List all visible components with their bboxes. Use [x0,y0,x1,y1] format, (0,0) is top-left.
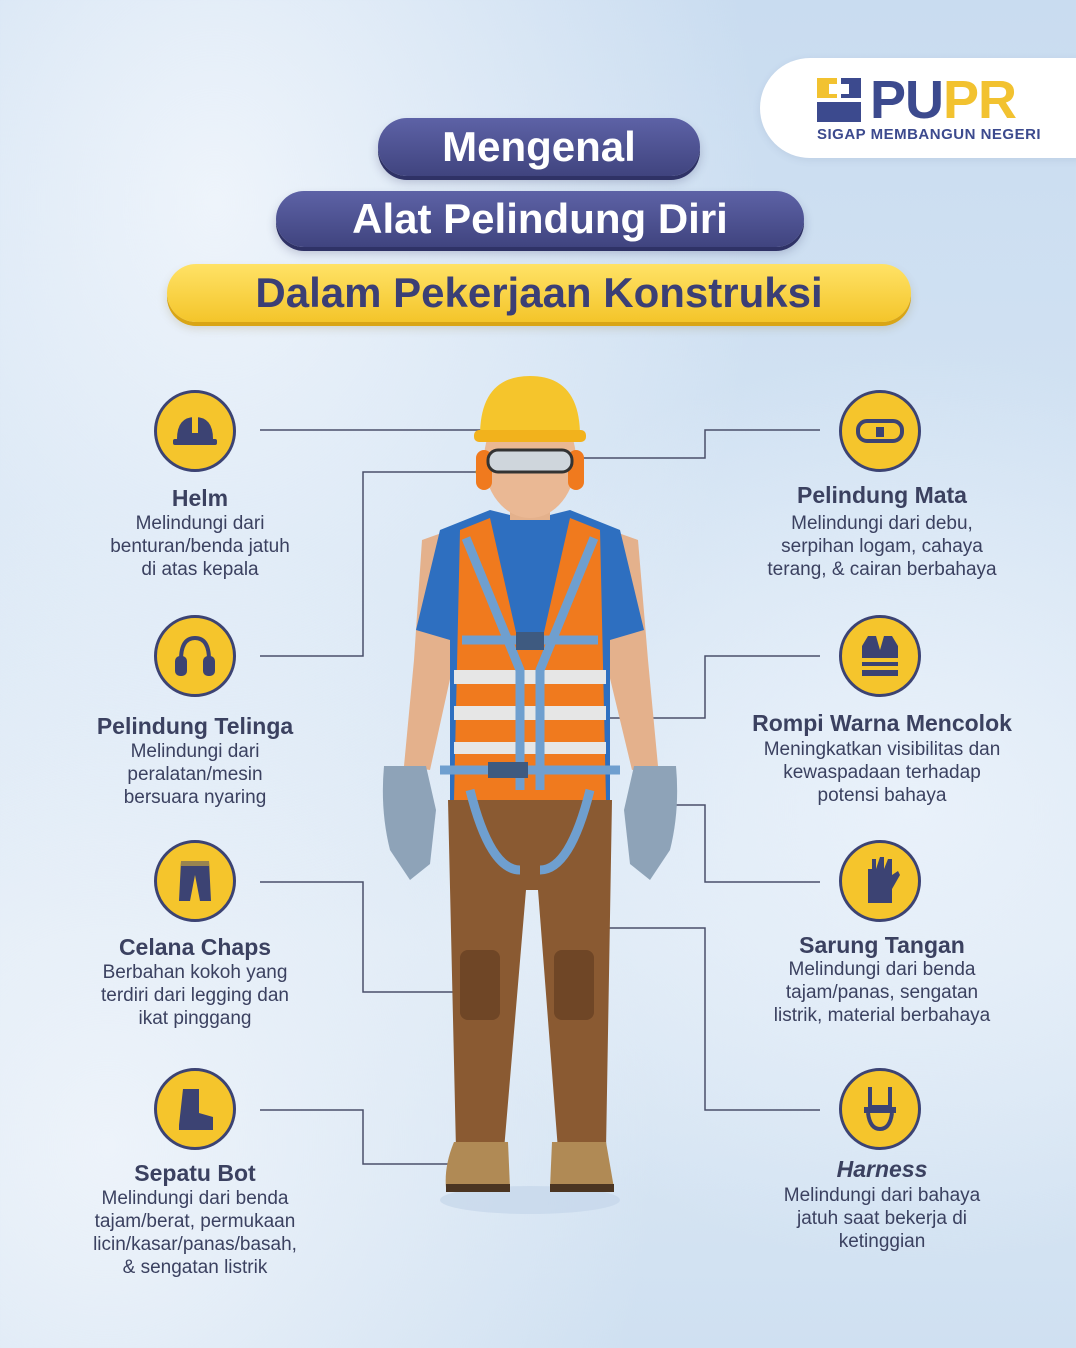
sarung-tangan-title: Sarung Tangan [799,932,965,958]
celana-chaps-title: Celana Chaps [118,934,272,960]
brand-name: PUPR [870,70,1017,130]
helm-desc: Melindungi dari benturan/benda jatuh di atas kepala [110,513,290,580]
title-line-2: Alat Pelindung Diri [276,191,804,247]
harness-title: Harness [836,1156,928,1182]
vest-icon [839,615,921,697]
pelindung-telinga-title: Pelindung Telinga [96,713,294,739]
sepatu-bot-title: Sepatu Bot [134,1160,256,1186]
pelindung-mata-desc: Melindungi dari debu, serpihan logam, cahaya terang, & cairan berbahaya [767,513,997,580]
title-line-1: Mengenal [378,118,700,176]
sarung-tangan-desc: Melindungi dari benda tajam/panas, sengatan listrik, material berbahaya [773,959,991,1026]
goggles-icon [839,390,921,472]
celana-chaps-desc: Berbahan kokoh yang terdiri dari legging dan ikat pinggang [100,962,289,1029]
rompi-title: Rompi Warna Mencolok [752,710,1012,736]
construction-worker-illustration [370,370,690,1250]
harness-desc: Melindungi dari bahaya jatuh saat bekerja di ketinggian [783,1185,981,1252]
sepatu-bot-desc: Melindungi dari benda tajam/berat, permukaan licin/kasar/panas/basah, & sengatan listrik [93,1188,297,1278]
rompi-desc: Meningkatkan visibilitas dan kewaspadaan terhadap potensi bahaya [763,739,1001,806]
title-line-3: Dalam Pekerjaan Konstruksi [167,264,911,322]
pelindung-telinga-desc: Melindungi dari peralatan/mesin bersuara nyaring [123,741,267,808]
glove-icon [839,840,921,922]
pelindung-mata-title: Pelindung Mata [797,482,967,508]
boot-icon [154,1068,236,1150]
harness-icon [839,1068,921,1150]
brand-tagline: SIGAP MEMBANGUN NEGERI [817,126,1042,143]
ear-muff-icon [154,615,236,697]
helm-title: Helm [171,485,229,511]
pants-icon [154,840,236,922]
helmet-icon [154,390,236,472]
